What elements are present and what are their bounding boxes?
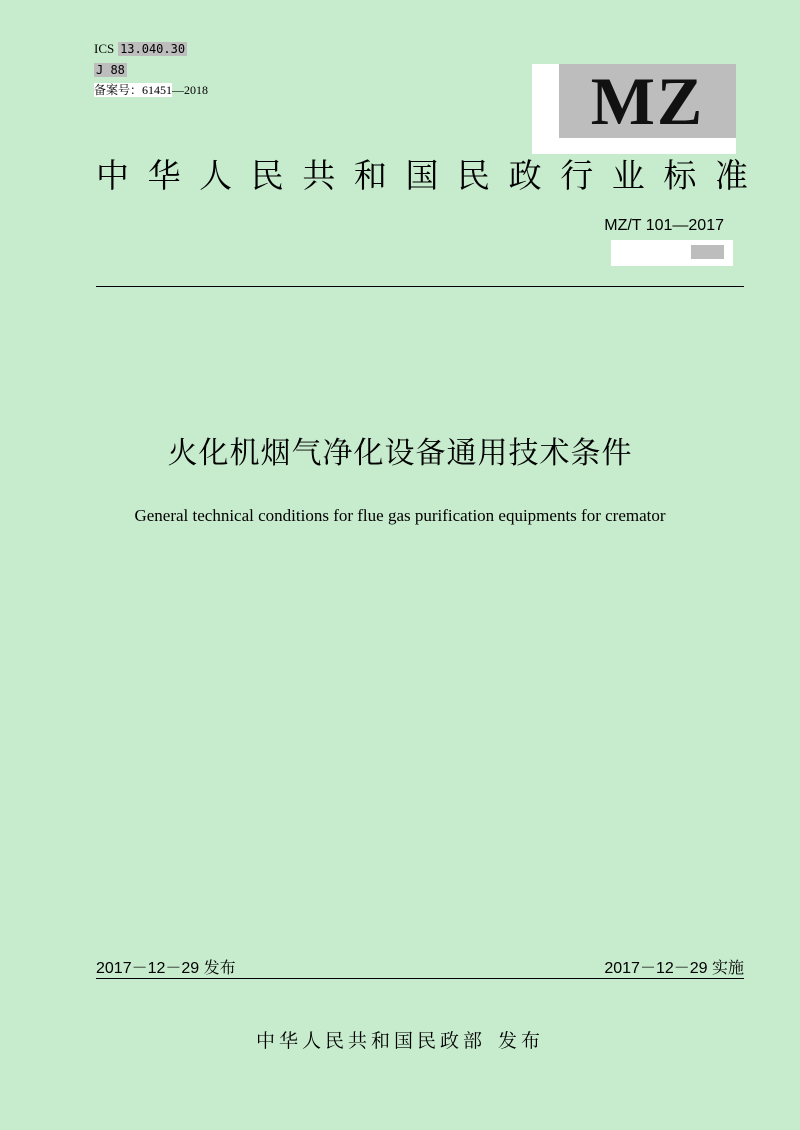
document-title-en: General technical conditions for flue gas purification equipments for cremator [134, 506, 666, 525]
record-number-a: 61451 [142, 83, 173, 97]
standard-type-char: 华 [147, 156, 181, 195]
ics-prefix: ICS [94, 41, 115, 56]
standard-type-char: 政 [508, 156, 542, 195]
replacement-placeholder [611, 240, 733, 266]
j-code-line [94, 62, 127, 78]
publisher-line [0, 1028, 800, 1054]
publisher-name: 中华人民共和国民政部 [255, 1030, 486, 1052]
document-title-cn: 火化机烟气净化设备通用技术条件 [167, 436, 633, 471]
implement-date: 2017－12－29 实施 [604, 960, 744, 977]
mz-logo-panel [559, 64, 736, 138]
standard-type-char: 民 [250, 156, 284, 195]
standard-type-char: 民 [457, 156, 491, 195]
standard-type-char: 国 [405, 156, 439, 195]
standard-type-char: 和 [353, 156, 387, 195]
standard-type-char: 共 [302, 156, 336, 195]
header-divider [96, 286, 744, 287]
date-divider [96, 978, 744, 979]
record-label: 备案号： [94, 83, 143, 97]
j-code: J 88 [96, 63, 125, 77]
standard-type-title [96, 154, 748, 198]
standard-type-char: 标 [663, 156, 697, 195]
record-number-b: —2018 [172, 83, 209, 97]
ics-code: 13.040.30 [120, 42, 186, 56]
standard-type-char: 业 [611, 156, 645, 195]
publisher-action: 发布 [498, 1030, 545, 1052]
standard-code: MZ/T 101—2017 [604, 217, 724, 234]
record-number-line [94, 82, 208, 98]
ics-line [94, 41, 187, 57]
publish-date: 2017－12－29 发布 [96, 960, 236, 977]
standard-type-char: 中 [96, 156, 129, 195]
standard-type-char: 行 [560, 156, 594, 195]
replacement-highlight [691, 245, 724, 259]
standard-type-char: 准 [714, 156, 748, 195]
mz-logo-text: MZ [590, 63, 705, 139]
standard-type-char: 人 [199, 156, 233, 195]
mz-logo [532, 64, 736, 154]
